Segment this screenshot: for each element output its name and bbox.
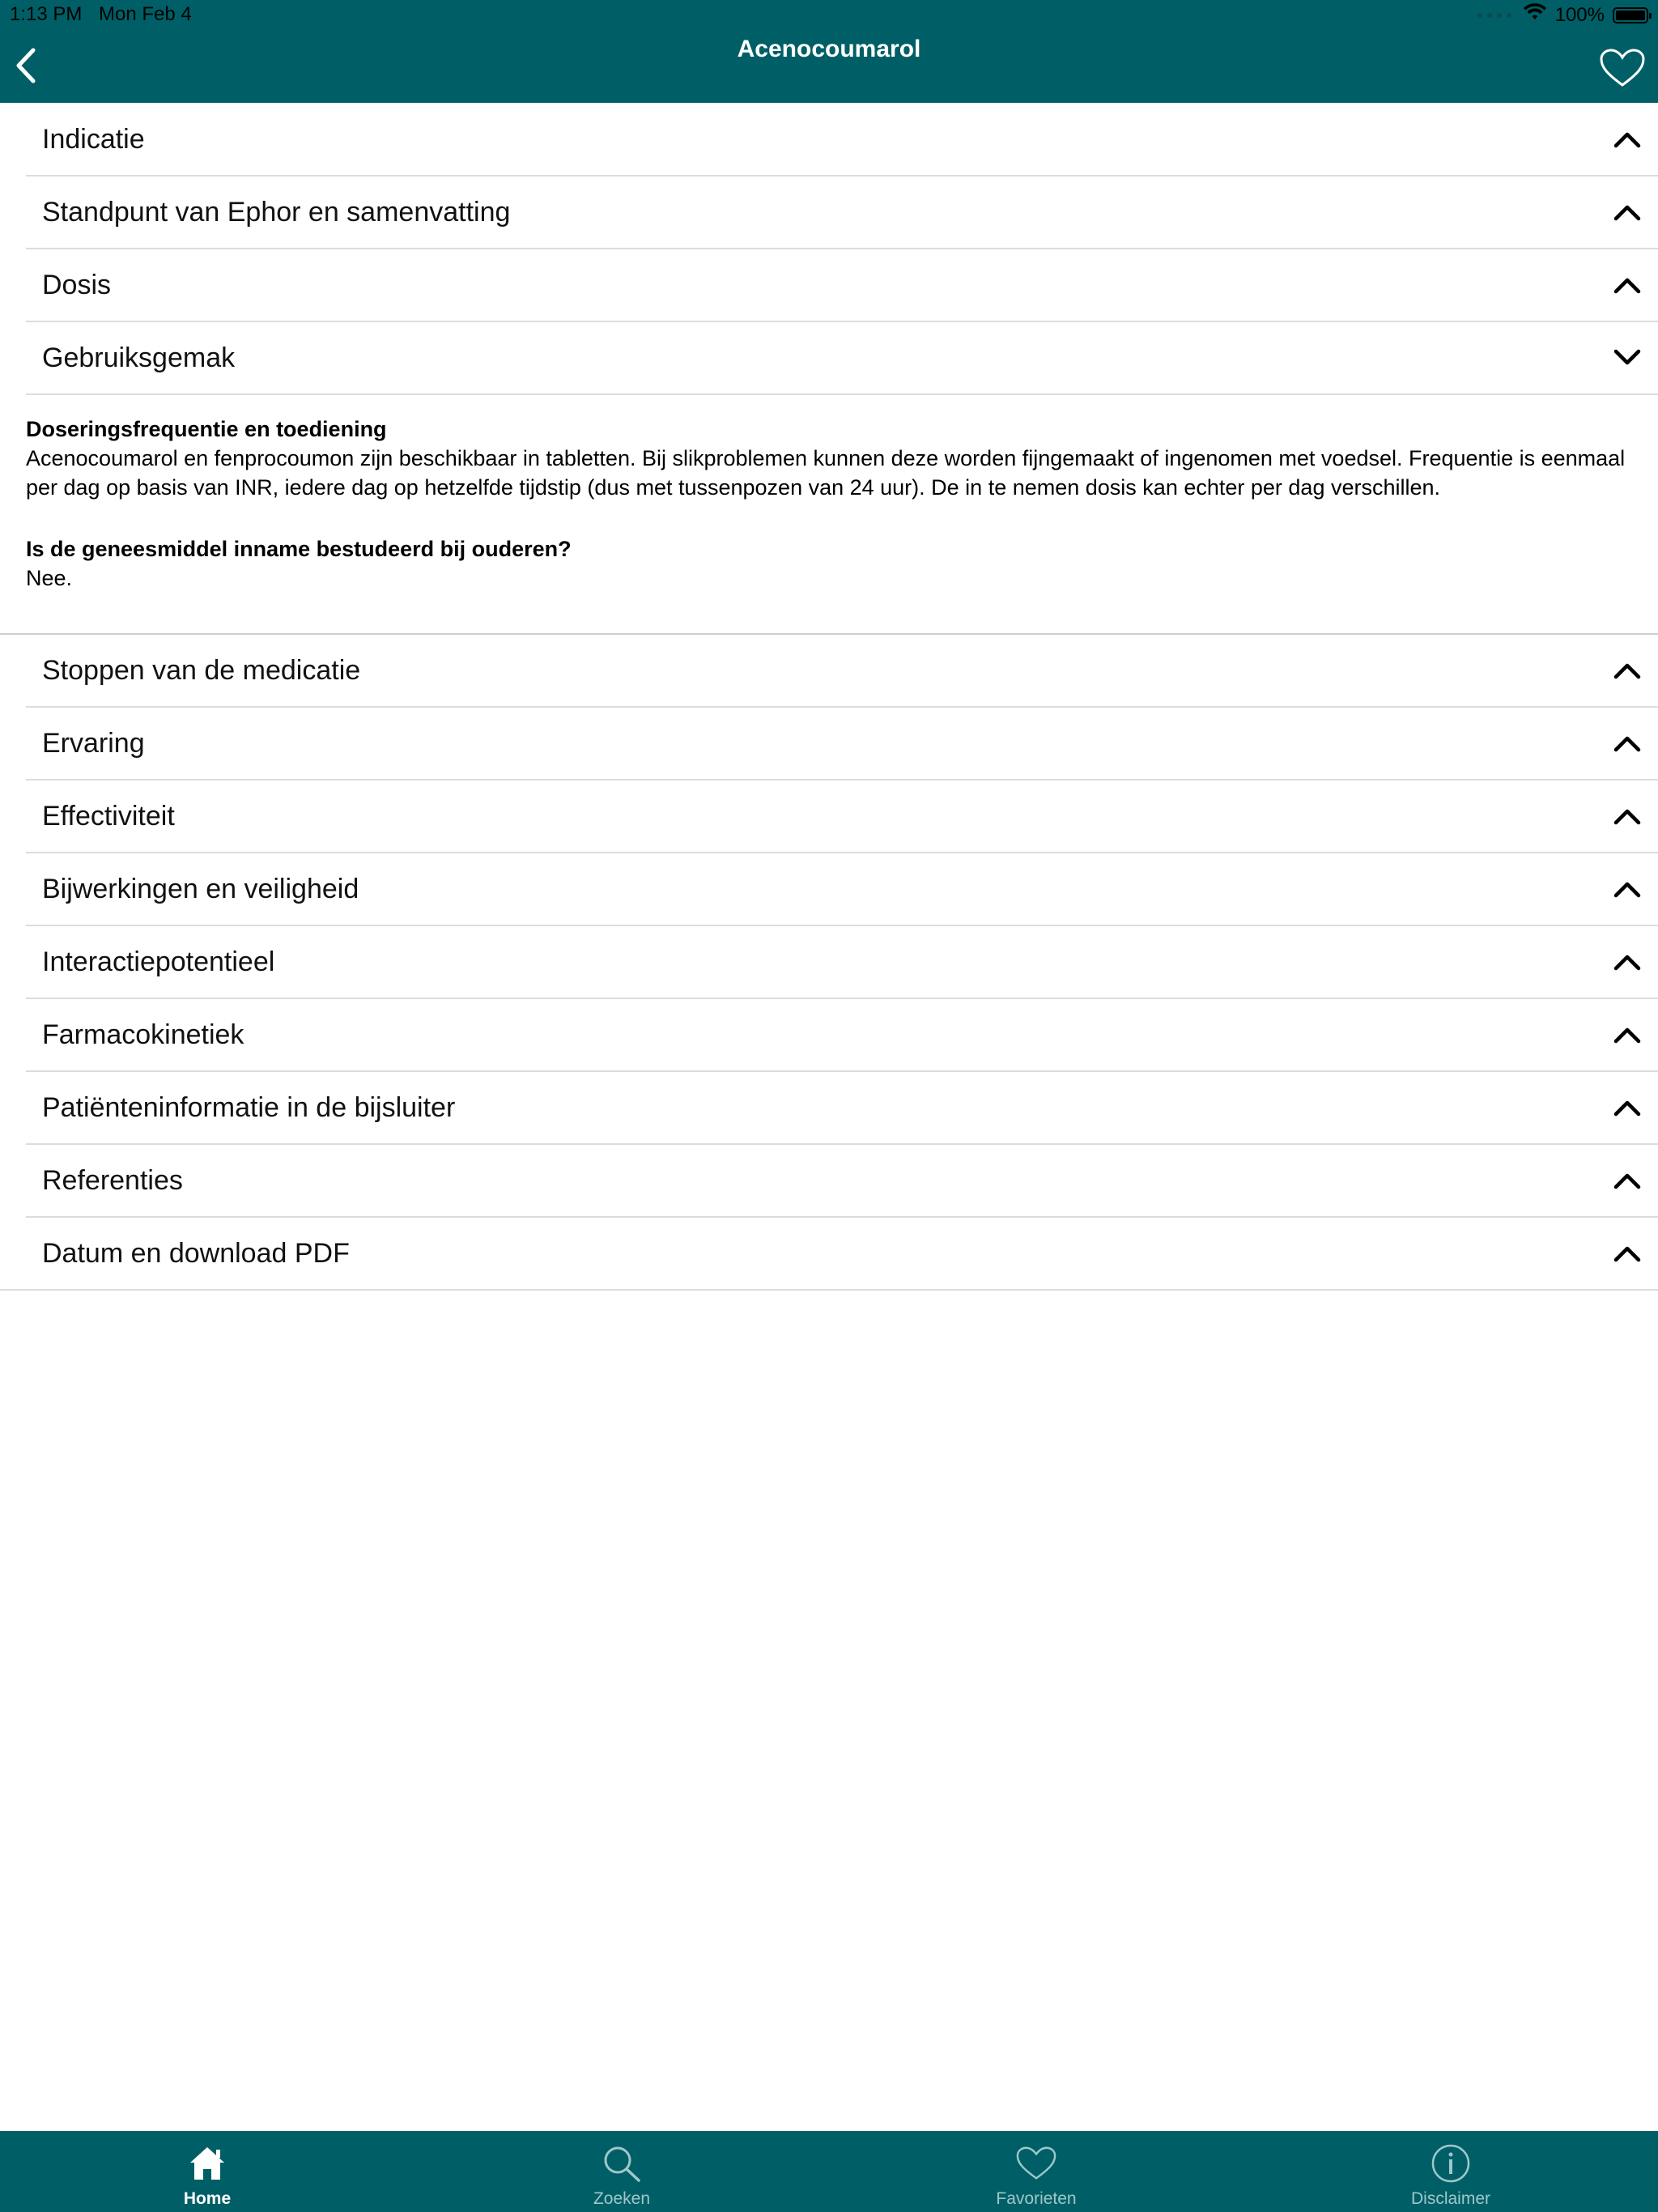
tab-label: Favorieten: [996, 2189, 1077, 2208]
tab-home[interactable]: [0, 2131, 414, 2212]
content-text: Nee.: [26, 566, 73, 590]
section-stoppen[interactable]: [26, 635, 1658, 708]
tab-bar: [0, 2131, 1658, 2212]
content-heading: Doseringsfrequentie en toediening: [26, 417, 387, 441]
section-interactiepotentieel[interactable]: [26, 926, 1658, 999]
home-icon: [186, 2144, 228, 2183]
tab-favorieten[interactable]: [829, 2131, 1244, 2212]
tab-label: Disclaimer: [1410, 2189, 1490, 2208]
chevron-up-icon: [1611, 123, 1643, 155]
status-indicators: [1477, 3, 1648, 27]
tab-label: Zoeken: [593, 2189, 651, 2208]
wifi-icon: [1523, 3, 1547, 27]
chevron-up-icon: [1611, 1237, 1643, 1270]
section-gebruiksgemak[interactable]: [26, 322, 1658, 395]
section-referenties[interactable]: [26, 1145, 1658, 1218]
chevron-down-icon: [1611, 342, 1643, 374]
header: [0, 0, 1658, 103]
section-label: Farmacokinetiek: [42, 1019, 244, 1050]
heart-icon: [1015, 2144, 1057, 2183]
content-heading: Is de geneesmiddel inname bestudeerd bij ouderen?: [26, 537, 572, 561]
section-label: Ervaring: [42, 727, 145, 759]
page-title: Acenocoumarol: [737, 36, 921, 62]
cellular-signal-icon: [1477, 13, 1511, 18]
section-label: Bijwerkingen en veiligheid: [42, 873, 359, 904]
chevron-up-icon: [1611, 727, 1643, 759]
section-label: Patiënteninformatie in de bijsluiter: [42, 1091, 456, 1123]
section-label: Effectiviteit: [42, 800, 175, 832]
section-ervaring[interactable]: [26, 708, 1658, 781]
section-label: Standpunt van Ephor en samenvatting: [42, 196, 511, 228]
section-label: Interactiepotentieel: [42, 946, 275, 977]
chevron-up-icon: [1611, 1091, 1643, 1124]
chevron-up-icon: [1611, 1164, 1643, 1197]
tab-disclaimer[interactable]: [1244, 2131, 1658, 2212]
search-icon: [601, 2144, 643, 2183]
tab-label: Home: [183, 2189, 232, 2208]
section-effectiviteit[interactable]: [26, 781, 1658, 853]
section-label: Gebruiksgemak: [42, 342, 236, 373]
section-patienteninformatie[interactable]: [26, 1072, 1658, 1145]
section-label: Datum en download PDF: [42, 1237, 350, 1269]
battery-icon: [1613, 7, 1648, 23]
section-dosis[interactable]: [26, 249, 1658, 322]
tab-zoeken[interactable]: [414, 2131, 829, 2212]
section-standpunt[interactable]: [26, 177, 1658, 249]
section-list: [0, 104, 1658, 1291]
chevron-up-icon: [1611, 654, 1643, 687]
section-label: Referenties: [42, 1164, 183, 1196]
section-label: Stoppen van de medicatie: [42, 654, 361, 686]
section-farmacokinetiek[interactable]: [26, 999, 1658, 1072]
section-label: Dosis: [42, 269, 112, 300]
battery-percent: 100%: [1554, 3, 1605, 26]
content-text: Acenocoumarol en fenprocoumon zijn beschikbaar in tabletten. Bij slikproblemen kunnen deze worden fijngemaakt of ingenomen met voedsel. Frequentie is eenmaal per dag op basis van INR, iedere dag op hetzelfde tijdstip (dus met tussenpozen van 24 uur). De in te nemen dosis kan echter per dag verschillen.: [26, 446, 1626, 500]
section-datum-pdf[interactable]: [0, 1218, 1658, 1291]
chevron-up-icon: [1611, 269, 1643, 301]
chevron-up-icon: [1611, 800, 1643, 832]
info-icon: [1430, 2144, 1472, 2183]
status-time: 1:13 PM: [10, 3, 83, 25]
status-date: Mon Feb 4: [99, 3, 192, 25]
chevron-up-icon: [1611, 946, 1643, 978]
favorite-button[interactable]: [1598, 47, 1647, 89]
chevron-up-icon: [1611, 873, 1643, 905]
section-content: [0, 395, 1658, 635]
section-bijwerkingen[interactable]: [26, 853, 1658, 926]
section-indicatie[interactable]: [26, 104, 1658, 177]
chevron-up-icon: [1611, 196, 1643, 228]
heart-icon: [1599, 48, 1646, 88]
chevron-up-icon: [1611, 1019, 1643, 1051]
section-label: Indicatie: [42, 123, 145, 155]
